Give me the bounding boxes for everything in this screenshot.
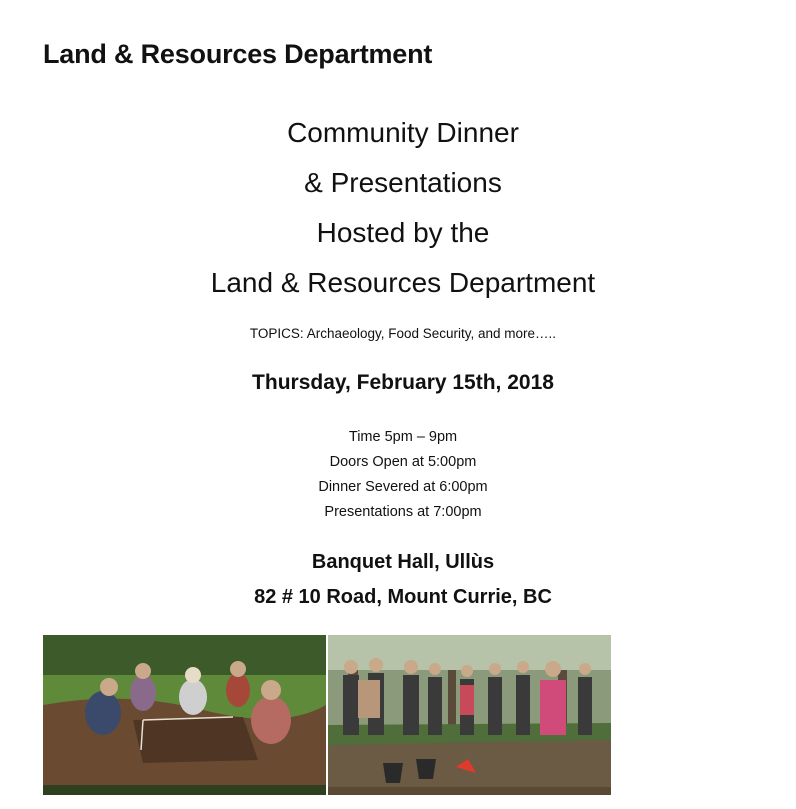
schedule-item: Doors Open at 5:00pm — [329, 454, 477, 470]
excavation-scene — [43, 635, 326, 795]
forest-group-scene — [328, 635, 611, 795]
event-date: Thursday, February 15th, 2018 — [252, 371, 554, 394]
venue-address: 82 # 10 Road, Mount Currie, BC — [254, 586, 552, 608]
venue-block — [0, 545, 796, 615]
photo-strip — [43, 635, 611, 795]
department-heading: Land & Resources Department — [43, 39, 433, 69]
schedule-item: Presentations at 7:00pm — [324, 504, 482, 520]
schedule-item: Dinner Severed at 6:00pm — [318, 479, 488, 495]
event-title-line: Hosted by the — [316, 217, 490, 248]
event-title-line: & Presentations — [304, 167, 502, 198]
event-title-line: Community Dinner — [287, 117, 519, 148]
venue-name: Banquet Hall, Ullùs — [311, 551, 495, 573]
archaeology-excavation-photo — [43, 635, 326, 795]
group-in-forest-photo — [328, 635, 611, 795]
event-title-line: Land & Resources Department — [210, 267, 596, 298]
schedule-item: Time 5pm – 9pm — [348, 429, 458, 445]
event-schedule — [0, 425, 796, 525]
event-title — [0, 108, 796, 308]
topics-line: TOPICS: Archaeology, Food Security, and more….. — [249, 326, 557, 341]
